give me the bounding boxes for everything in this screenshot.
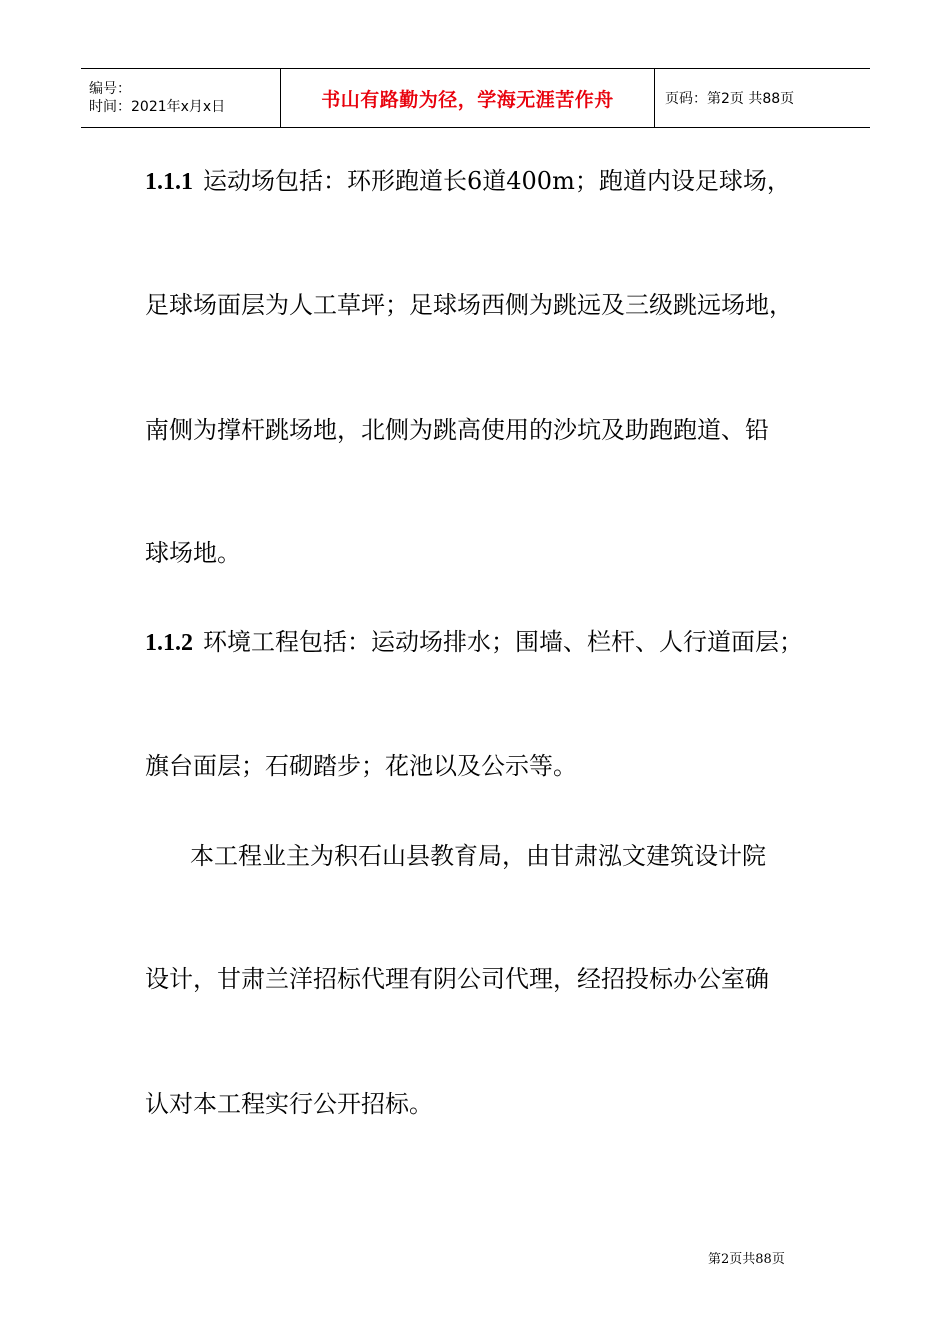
- header-motto: 书山有路勤为径，学海无涯苦作舟: [281, 69, 655, 127]
- section-text: 运动场包括：环形跑道长6道400m；跑道内设足球场，: [203, 167, 791, 195]
- header-meta: [81, 69, 281, 127]
- section-1-1-1-line-1: [145, 166, 791, 197]
- paragraph-line-3: 认对本工程实行公开招标。: [145, 1090, 433, 1118]
- section-text: 环境工程包括：运动场排水；围墙、栏杆、人行道面层；: [203, 628, 803, 656]
- section-1-1-1-line-4: 球场地。: [145, 539, 241, 567]
- section-1-1-2-line-1: [145, 627, 803, 658]
- paragraph-line-2: 设计，甘肃兰洋招标代理有阴公司代理，经招投标办公室确: [145, 965, 769, 993]
- page-header: [81, 68, 870, 128]
- header-time-label: 时间：2021年x月x日: [89, 99, 226, 115]
- header-number-label: 编号：: [89, 81, 131, 97]
- section-number: 1.1.1: [145, 169, 193, 195]
- section-1-1-1-line-3: 南侧为撑杆跳场地，北侧为跳高使用的沙坑及助跑跑道、铅: [145, 416, 769, 444]
- header-page-info: 页码：第2页 共88页: [665, 91, 795, 107]
- page-footer: 第2页共88页: [708, 1252, 785, 1267]
- section-number: 1.1.2: [145, 630, 193, 656]
- section-1-1-1-line-2: 足球场面层为人工草坪；足球场西侧为跳远及三级跳远场地，: [145, 291, 793, 319]
- paragraph-line-1: 本工程业主为积石山县教育局，由甘肃泓文建筑设计院: [190, 842, 766, 870]
- section-1-1-2-line-2: 旗台面层；石砌踏步；花池以及公示等。: [145, 752, 577, 780]
